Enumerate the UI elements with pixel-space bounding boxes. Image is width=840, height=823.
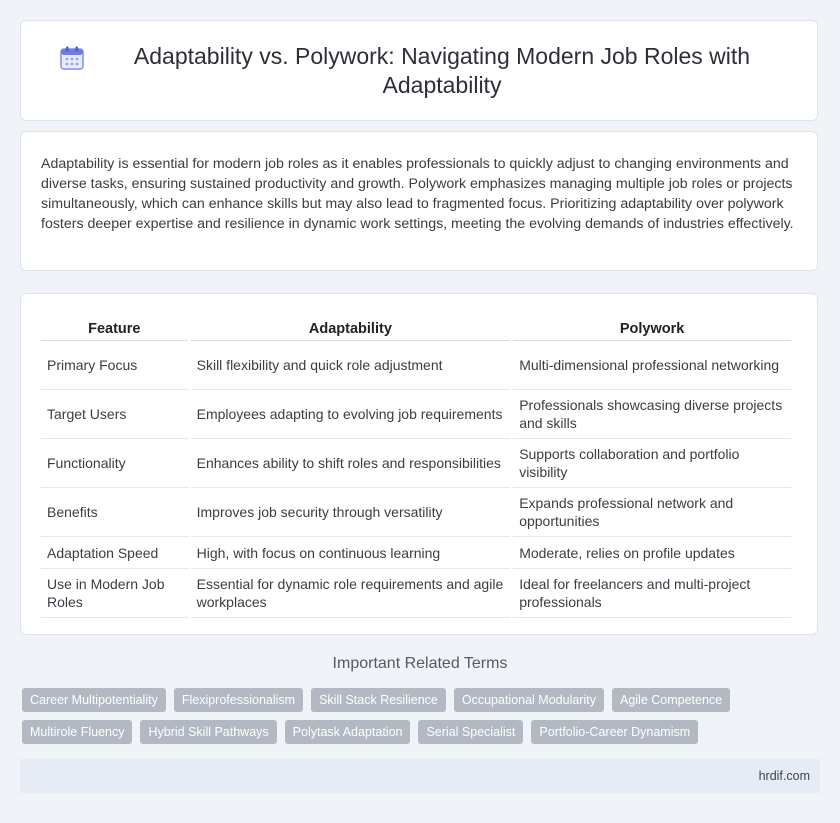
table-cell: Expands professional network and opportunities xyxy=(513,488,791,537)
table-cell: Moderate, relies on profile updates xyxy=(513,537,791,569)
tag[interactable]: Multirole Fluency xyxy=(22,720,132,744)
footer xyxy=(20,759,820,793)
table-row xyxy=(41,537,791,569)
table-cell: Professionals showcasing diverse projects and skills xyxy=(513,390,791,439)
table-row xyxy=(41,390,791,439)
tag[interactable]: Polytask Adaptation xyxy=(285,720,411,744)
tag[interactable]: Portfolio-Career Dynamism xyxy=(531,720,698,744)
table-cell: Use in Modern Job Roles xyxy=(41,569,188,618)
table-row xyxy=(41,488,791,537)
table-header-row xyxy=(41,314,791,341)
tag[interactable]: Hybrid Skill Pathways xyxy=(140,720,276,744)
table-cell: Enhances ability to shift roles and responsibilities xyxy=(191,439,511,488)
table-cell: Employees adapting to evolving job requirements xyxy=(191,390,511,439)
title-card xyxy=(20,20,818,121)
header-adaptability: Adaptability xyxy=(191,314,511,341)
table-cell: Multi-dimensional professional networking xyxy=(513,341,791,390)
table-cell: Primary Focus xyxy=(41,341,188,390)
tag[interactable]: Occupational Modularity xyxy=(454,688,604,712)
summary-text: Adaptability is essential for modern job roles as it enables professionals to quickly adjust to changing environments and diverse tasks, ensuring sustained productivity and growth. Polywork emphasizes managing multiple job roles or projects simultaneously, which can enhance skills but may also lead to fragmented focus. Prioritizing adaptability over polywork fosters deeper expertise and resilience in dynamic work settings, meeting the evolving demands of industries effectively. xyxy=(41,156,794,232)
table-cell: Benefits xyxy=(41,488,188,537)
table-cell: Functionality xyxy=(41,439,188,488)
tag[interactable]: Serial Specialist xyxy=(418,720,523,744)
comparison-table-card xyxy=(20,293,818,635)
title-row xyxy=(59,42,779,100)
page-title: Adaptability vs. Polywork: Navigating Modern Job Roles with Adaptability xyxy=(133,42,751,98)
tag[interactable]: Agile Competence xyxy=(612,688,730,712)
tag[interactable]: Career Multipotentiality xyxy=(22,688,166,712)
table-cell: Essential for dynamic role requirements and agile workplaces xyxy=(191,569,511,618)
table-cell: High, with focus on continuous learning xyxy=(191,537,511,569)
summary-card xyxy=(20,131,818,271)
table-row xyxy=(41,439,791,488)
calendar-icon xyxy=(59,45,85,71)
footer-site-link[interactable]: hrdif.com xyxy=(758,769,810,783)
table-cell: Target Users xyxy=(41,390,188,439)
table-cell: Improves job security through versatility xyxy=(191,488,511,537)
comparison-table xyxy=(38,314,794,618)
table-cell: Ideal for freelancers and multi-project professionals xyxy=(513,569,791,618)
tag[interactable]: Flexiprofessionalism xyxy=(174,688,303,712)
table-row xyxy=(41,569,791,618)
tag[interactable]: Skill Stack Resilience xyxy=(311,688,446,712)
related-terms-tags xyxy=(22,688,822,744)
table-row xyxy=(41,341,791,390)
header-polywork: Polywork xyxy=(513,314,791,341)
table-cell: Adaptation Speed xyxy=(41,537,188,569)
table-cell: Supports collaboration and portfolio visibility xyxy=(513,439,791,488)
header-feature: Feature xyxy=(41,314,188,341)
related-terms-heading: Important Related Terms xyxy=(332,655,508,672)
table-cell: Skill flexibility and quick role adjustment xyxy=(191,341,511,390)
